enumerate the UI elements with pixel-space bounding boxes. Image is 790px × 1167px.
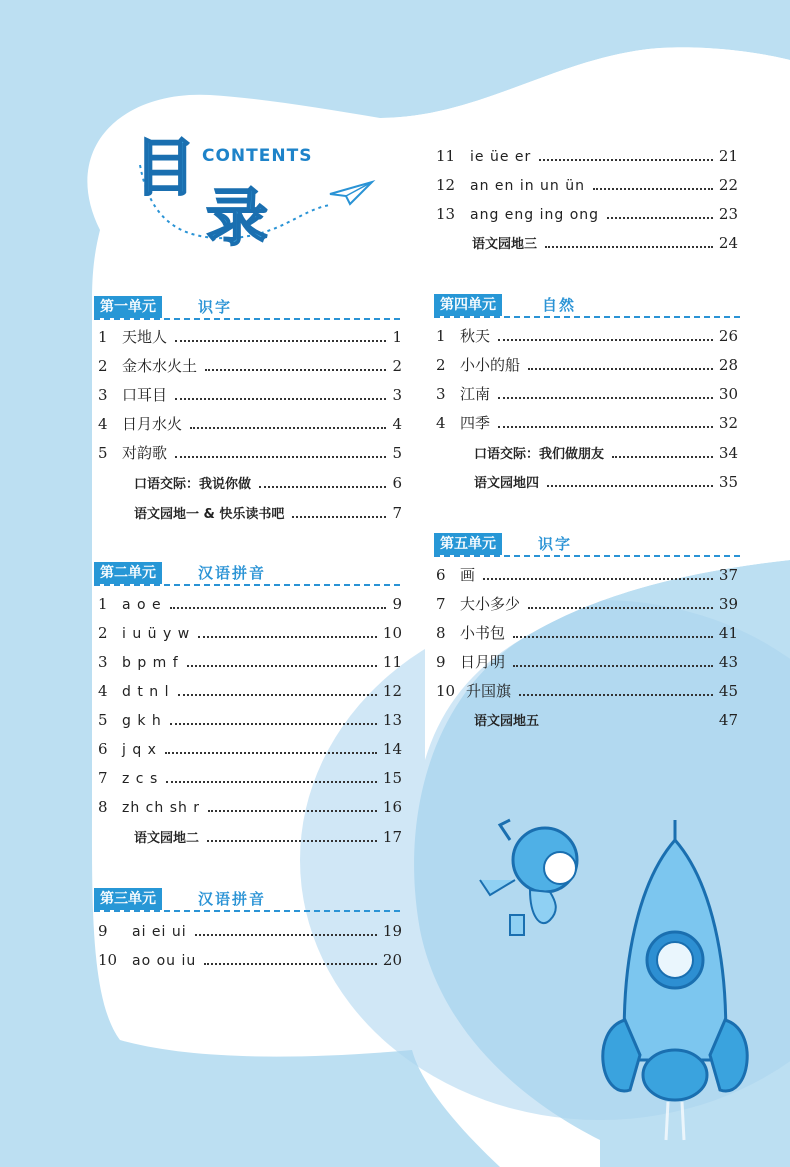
list-item[interactable]: 2 i u ü y w 10 <box>98 624 402 642</box>
list-item[interactable]: 4 日月水火 4 <box>98 415 402 433</box>
unit3-underline <box>94 910 400 912</box>
unit2-underline <box>94 584 400 586</box>
unit5-underline <box>434 555 740 557</box>
list-item[interactable]: 1 天地人 1 <box>98 328 402 346</box>
list-item[interactable]: 语文园地三 24 <box>472 234 738 252</box>
unit2-tag: 第二单元 <box>94 562 162 584</box>
list-item[interactable]: 10 升国旗 45 <box>436 682 738 700</box>
list-item[interactable]: 语文园地一 & 快乐读书吧 7 <box>134 504 402 522</box>
list-item[interactable]: 1 秋天 26 <box>436 327 738 345</box>
list-item[interactable]: 10 ao ou iu 20 <box>98 951 402 969</box>
list-item[interactable]: 7 z c s 15 <box>98 769 402 787</box>
unit4-tag: 第四单元 <box>434 294 502 316</box>
list-item[interactable]: 2 金木水火土 2 <box>98 357 402 375</box>
list-item[interactable]: 6 j q x 14 <box>98 740 402 758</box>
unit5-tag: 第五单元 <box>434 533 502 555</box>
toc-header <box>128 118 448 268</box>
list-item[interactable]: 3 江南 30 <box>436 385 738 403</box>
unit4-heading <box>434 294 740 318</box>
list-item[interactable]: 3 b p m f 11 <box>98 653 402 671</box>
list-item[interactable]: 语文园地五 47 <box>474 711 738 729</box>
unit2-heading <box>94 562 400 586</box>
list-item[interactable]: 口语交际：我们做朋友 34 <box>474 444 738 462</box>
list-item[interactable]: 1 a o e 9 <box>98 595 402 613</box>
unit3-tag: 第三单元 <box>94 888 162 910</box>
unit2-name: 汉语拼音 <box>198 564 267 582</box>
unit1-heading <box>94 296 400 320</box>
unit3-name: 汉语拼音 <box>198 890 267 908</box>
unit1-underline <box>94 318 400 320</box>
unit1-tag: 第一单元 <box>94 296 162 318</box>
list-item[interactable]: 4 d t n l 12 <box>98 682 402 700</box>
unit1-name: 识字 <box>198 298 233 316</box>
list-item[interactable]: 7 大小多少 39 <box>436 595 738 613</box>
list-item[interactable]: 12 an en in un ün 22 <box>436 176 738 194</box>
list-item[interactable]: 5 g k h 13 <box>98 711 402 729</box>
list-item[interactable]: 11 ie üe er 21 <box>436 147 738 165</box>
unit3-heading <box>94 888 400 912</box>
list-item[interactable]: 语文园地二 17 <box>134 828 402 846</box>
list-item[interactable]: 5 对韵歌 5 <box>98 444 402 462</box>
list-item[interactable]: 8 小书包 41 <box>436 624 738 642</box>
list-item[interactable]: 语文园地四 35 <box>474 473 738 491</box>
list-item[interactable]: 8 zh ch sh r 16 <box>98 798 402 816</box>
title-char-lu: 录 <box>206 181 269 254</box>
unit5-name: 识字 <box>538 535 573 553</box>
list-item[interactable]: 口语交际：我说你做 6 <box>134 474 402 492</box>
list-item[interactable]: 2 小小的船 28 <box>436 356 738 374</box>
contents-label: CONTENTS <box>202 146 313 166</box>
list-item[interactable]: 6 画 37 <box>436 566 738 584</box>
unit4-name: 自然 <box>542 296 577 314</box>
list-item[interactable]: 4 四季 32 <box>436 414 738 432</box>
list-item[interactable]: 9 日月明 43 <box>436 653 738 671</box>
list-item[interactable]: 9 ai ei ui 19 <box>98 922 402 940</box>
title-char-mu: 目 <box>134 131 197 204</box>
list-item[interactable]: 13 ang eng ing ong 23 <box>436 205 738 223</box>
unit4-underline <box>434 316 740 318</box>
list-item[interactable]: 3 口耳目 3 <box>98 386 402 404</box>
unit5-heading <box>434 533 740 557</box>
